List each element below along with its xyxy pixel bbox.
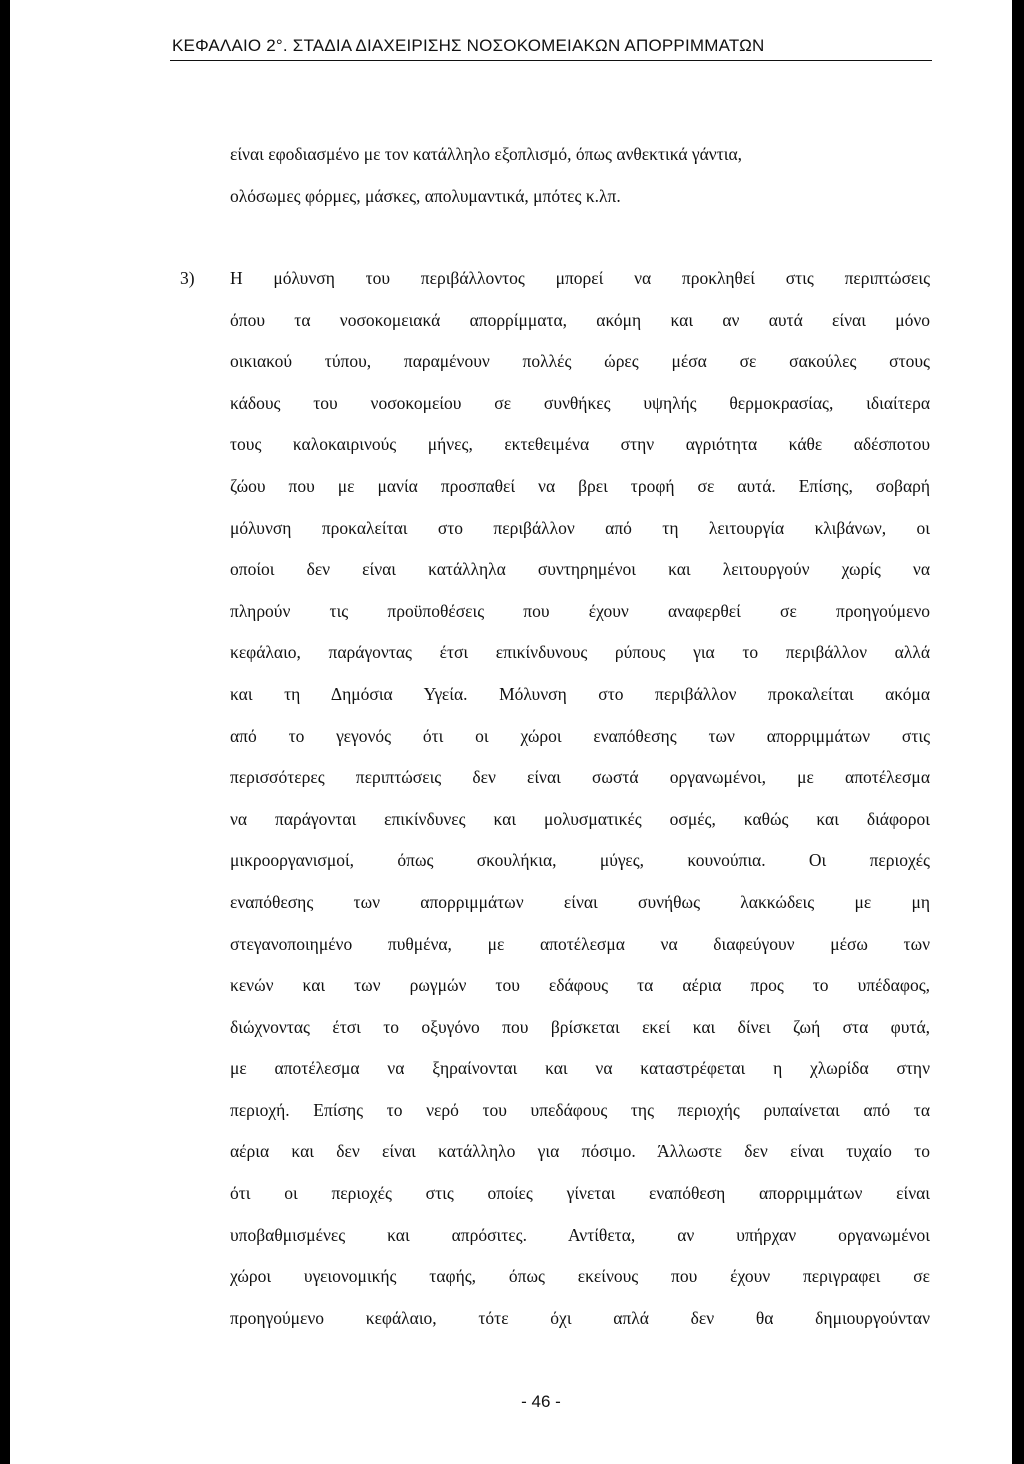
- paragraph-line: και τη Δημόσια Υγεία. Μόλυνση στο περιβάλλον προκαλείται ακόμα: [230, 684, 930, 704]
- paragraph-line: να παράγονται επικίνδυνες και μολυσματικές οσμές, καθώς και διάφοροι: [230, 809, 930, 829]
- paragraph-line: κάδους του νοσοκομείου σε συνθήκες υψηλής θερμοκρασίας, ιδιαίτερα: [230, 393, 930, 413]
- paragraph-line: διώχνοντας έτσι το οξυγόνο που βρίσκεται εκεί και δίνει ζωή στα φυτά,: [230, 1017, 930, 1037]
- paragraph-line: τους καλοκαιρινούς μήνες, εκτεθειμένα στην αγριότητα κάθε αδέσποτου: [230, 434, 930, 454]
- paragraph-line: περιοχή. Επίσης το νερό του υπεδάφους της περιοχής ρυπαίνεται από τα: [230, 1100, 930, 1120]
- paragraph-line: Η μόλυνση του περιβάλλοντος μπορεί να προκληθεί στις περιπτώσεις: [230, 268, 930, 288]
- paragraph-line: χώροι υγειονομικής ταφής, όπως εκείνους που έχουν περιγραφει σε: [230, 1266, 930, 1286]
- paragraph-line: με αποτέλεσμα να ξηραίνονται και να καταστρέφεται η χλωρίδα στην: [230, 1058, 930, 1078]
- document-page: [10, 0, 1012, 1464]
- paragraph-line: μόλυνση προκαλείται στο περιβάλλον από τη λειτουργία κλιβάνων, οι: [230, 518, 930, 538]
- page-number: - 46 -: [521, 1392, 561, 1411]
- paragraph-line: οποίοι δεν είναι κατάλληλα συντηρημένοι και λειτουργούν χωρίς να: [230, 559, 930, 579]
- list-item-number: 3): [180, 268, 195, 288]
- paragraph-line: στεγανοποιημένο πυθμένα, με αποτέλεσμα να διαφεύγουν μέσω των: [230, 934, 930, 954]
- intro-line: είναι εφοδιασμένο με τον κατάλληλο εξοπλισμό, όπως ανθεκτικά γάντια,: [230, 144, 743, 164]
- paragraph-line: υποβαθμισμένες και απρόσιτες. Αντίθετα, αν υπήρχαν οργανωμένοι: [230, 1225, 930, 1245]
- paragraph-line: ζώου που με μανία προσπαθεί να βρει τροφή σε αυτά. Επίσης, σοβαρή: [230, 476, 930, 496]
- paragraph-line: περισσότερες περιπτώσεις δεν είναι σωστά οργανωμένοι, με αποτέλεσμα: [230, 767, 930, 787]
- header-rule: [170, 60, 932, 61]
- paragraph-line: μικροοργανισμοί, όπως σκουλήκια, μύγες, κουνούπια. Οι περιοχές: [230, 850, 930, 870]
- intro-line: ολόσωμες φόρμες, μάσκες, απολυμαντικά, μπότες κ.λπ.: [230, 186, 621, 206]
- paragraph-line: εναπόθεσης των απορριμμάτων είναι συνήθως λακκώδεις με μη: [230, 892, 930, 912]
- paragraph-line: κεφάλαιο, παράγοντας έτσι επικίνδυνους ρύπους για το περιβάλλον αλλά: [230, 642, 930, 662]
- paragraph-line: ότι οι περιοχές στις οποίες γίνεται εναπόθεση απορριμμάτων είναι: [230, 1183, 930, 1203]
- paragraph-line: προηγούμενο κεφάλαιο, τότε όχι απλά δεν θα δημιουργούνταν: [230, 1308, 930, 1328]
- paragraph-line: αέρια και δεν είναι κατάλληλο για πόσιμο. Άλλωστε δεν είναι τυχαίο το: [230, 1141, 930, 1161]
- paragraph-line: πληρούν τις προϋποθέσεις που έχουν αναφερθεί σε προηγούμενο: [230, 601, 930, 621]
- paragraph-line: οικιακού τύπου, παραμένουν πολλές ώρες μέσα σε σακούλες στους: [230, 351, 930, 371]
- paragraph-line: κενών και των ρωγμών του εδάφους τα αέρια προς το υπέδαφος,: [230, 975, 930, 995]
- running-header: ΚΕΦΑΛΑΙΟ 2°. ΣΤΑΔΙΑ ΔΙΑΧΕΙΡΙΣΗΣ ΝΟΣΟΚΟΜΕΙΑΚΩΝ ΑΠΟΡΡΙΜΜΑΤΩΝ: [172, 36, 765, 55]
- paragraph-line: όπου τα νοσοκομειακά απορρίμματα, ακόμη και αν αυτά είναι μόνο: [230, 310, 930, 330]
- paragraph-line: από το γεγονός ότι οι χώροι εναπόθεσης των απορριμμάτων στις: [230, 726, 930, 746]
